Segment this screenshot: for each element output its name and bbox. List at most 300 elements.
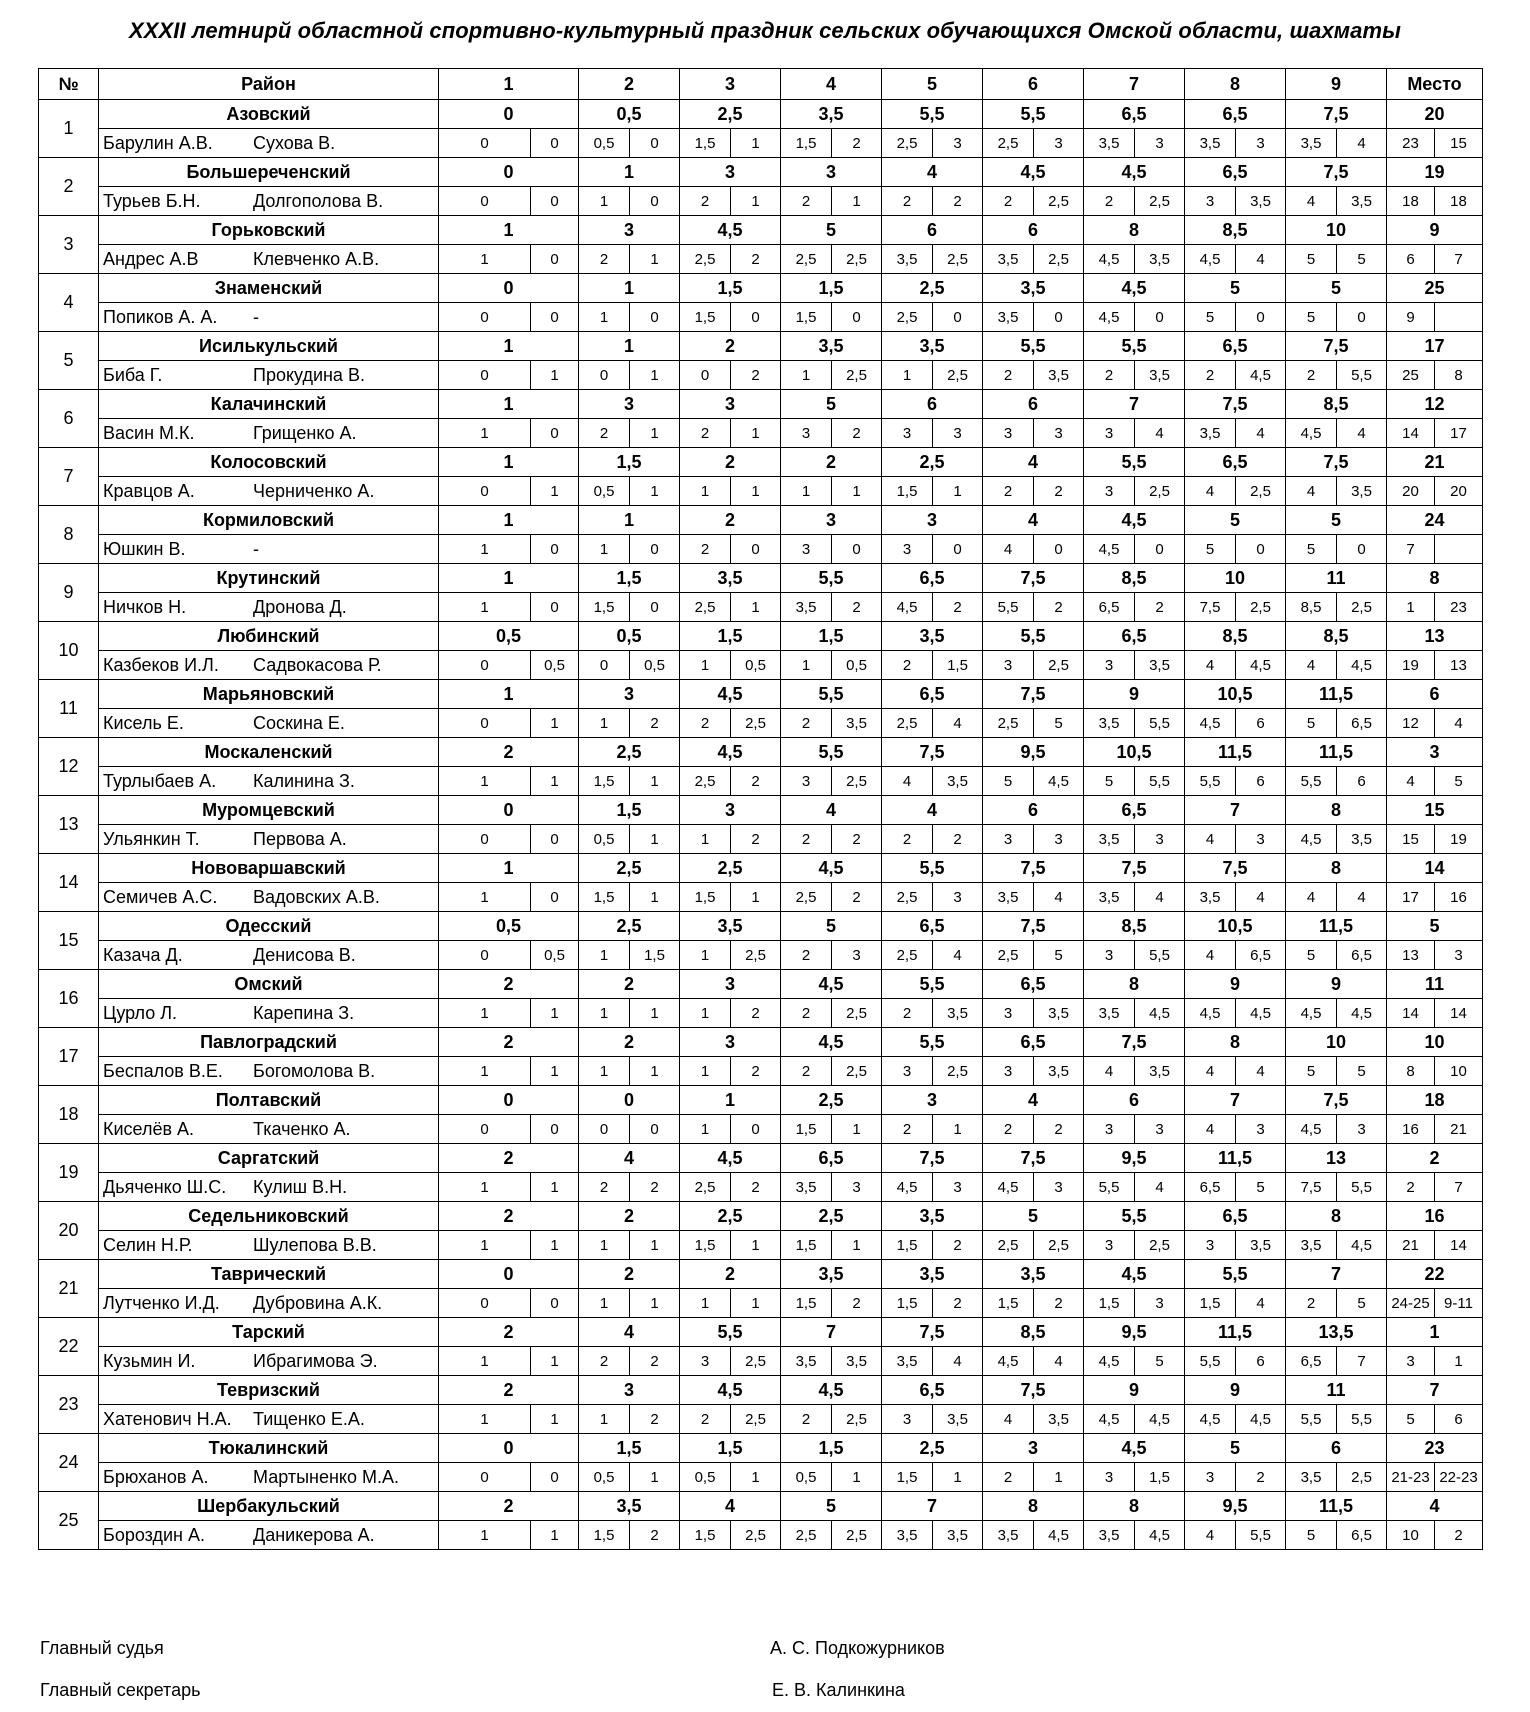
round-sub-score: 5,5 bbox=[1286, 1405, 1337, 1434]
round-total: 9,5 bbox=[1185, 1492, 1286, 1521]
round-total: 2 bbox=[439, 970, 579, 999]
round-total: 8,5 bbox=[1084, 564, 1185, 593]
place-sub: 21-23 bbox=[1387, 1463, 1435, 1492]
round-total: 2 bbox=[439, 1202, 579, 1231]
player-2: Мартыненко М.А. bbox=[253, 1466, 399, 1487]
round-sub-score: 7,5 bbox=[1185, 593, 1236, 622]
round-sub-score: 2 bbox=[832, 419, 882, 448]
round-total: 6,5 bbox=[1084, 622, 1185, 651]
district-name: Знаменский bbox=[99, 274, 439, 303]
round-sub-score: 2 bbox=[832, 825, 882, 854]
round-sub-score: 0 bbox=[630, 187, 680, 216]
round-total: 3,5 bbox=[882, 1202, 983, 1231]
table-row bbox=[39, 1434, 1483, 1463]
place-sub: 19 bbox=[1387, 651, 1435, 680]
round-sub-score: 1 bbox=[579, 187, 630, 216]
round-sub-score: 6 bbox=[1236, 709, 1286, 738]
place-total: 2 bbox=[1387, 1144, 1483, 1173]
round-total: 3,5 bbox=[882, 332, 983, 361]
player-1: Турлыбаев А. bbox=[103, 770, 217, 791]
round-sub-score: 2 bbox=[680, 1405, 731, 1434]
round-sub-score: 4 bbox=[1337, 883, 1387, 912]
round-sub-score: 5 bbox=[1286, 303, 1337, 332]
round-total: 6 bbox=[983, 796, 1084, 825]
round-total: 6,5 bbox=[1185, 448, 1286, 477]
round-total: 3 bbox=[579, 680, 680, 709]
round-sub-score: 1 bbox=[680, 999, 731, 1028]
player-1: Лутченко И.Д. bbox=[103, 1292, 220, 1313]
district-name: Одесский bbox=[99, 912, 439, 941]
round-sub-score: 0 bbox=[439, 1289, 531, 1318]
round-total: 3 bbox=[579, 1376, 680, 1405]
round-total: 5 bbox=[1185, 506, 1286, 535]
player-1: Дьяченко Ш.С. bbox=[103, 1176, 227, 1197]
round-total: 2 bbox=[781, 448, 882, 477]
round-total: 7 bbox=[1286, 1260, 1387, 1289]
round-sub-score: 3,5 bbox=[832, 709, 882, 738]
round-sub-score: 1 bbox=[630, 825, 680, 854]
round-sub-score: 0,5 bbox=[832, 651, 882, 680]
place-sub: 15 bbox=[1435, 129, 1483, 158]
district-name: Крутинский bbox=[99, 564, 439, 593]
round-total: 6,5 bbox=[1084, 796, 1185, 825]
header-round: 1 bbox=[439, 69, 579, 100]
round-total: 4,5 bbox=[983, 158, 1084, 187]
round-total: 9,5 bbox=[1084, 1318, 1185, 1347]
round-sub-score: 1 bbox=[439, 883, 531, 912]
place-total: 25 bbox=[1387, 274, 1483, 303]
player-1: Биба Г. bbox=[103, 364, 163, 385]
round-sub-score: 1,5 bbox=[630, 941, 680, 970]
round-sub-score: 1,5 bbox=[680, 883, 731, 912]
round-sub-score: 2,5 bbox=[832, 1405, 882, 1434]
round-sub-score: 2,5 bbox=[731, 1347, 781, 1376]
round-sub-score: 1 bbox=[531, 477, 579, 506]
round-total: 6,5 bbox=[1084, 100, 1185, 129]
district-name: Тюкалинский bbox=[99, 1434, 439, 1463]
round-sub-score: 1 bbox=[731, 129, 781, 158]
round-sub-score: 4 bbox=[1185, 477, 1236, 506]
round-sub-score: 1 bbox=[630, 477, 680, 506]
round-sub-score: 1 bbox=[531, 361, 579, 390]
round-sub-score: 2 bbox=[781, 941, 832, 970]
district-name: Кормиловский bbox=[99, 506, 439, 535]
header-district: Район bbox=[99, 69, 439, 100]
players-cell bbox=[99, 1405, 439, 1434]
header-place: Место bbox=[1387, 69, 1483, 100]
player-2: Кулиш В.Н. bbox=[253, 1176, 348, 1197]
round-total: 11,5 bbox=[1286, 680, 1387, 709]
player-1: Хатенович Н.А. bbox=[103, 1408, 232, 1429]
round-total: 7 bbox=[1084, 390, 1185, 419]
place-sub: 18 bbox=[1387, 187, 1435, 216]
place-sub: 1 bbox=[1387, 593, 1435, 622]
place-sub: 16 bbox=[1435, 883, 1483, 912]
player-2: Сухова В. bbox=[253, 132, 336, 153]
round-sub-score: 4,5 bbox=[1236, 651, 1286, 680]
row-number: 9 bbox=[39, 564, 99, 622]
round-sub-score: 5 bbox=[1286, 1057, 1337, 1086]
round-total: 2 bbox=[439, 1028, 579, 1057]
round-sub-score: 1,5 bbox=[1185, 1289, 1236, 1318]
row-number: 4 bbox=[39, 274, 99, 332]
round-sub-score: 3 bbox=[1337, 1115, 1387, 1144]
round-total: 3,5 bbox=[680, 912, 781, 941]
round-sub-score: 0 bbox=[1135, 535, 1185, 564]
table-row-detail bbox=[39, 1521, 1483, 1550]
round-sub-score: 1,5 bbox=[781, 1289, 832, 1318]
players-cell bbox=[99, 651, 439, 680]
round-total: 5,5 bbox=[1185, 1260, 1286, 1289]
place-total: 3 bbox=[1387, 738, 1483, 767]
round-sub-score: 1 bbox=[439, 1057, 531, 1086]
round-total: 8 bbox=[1084, 1492, 1185, 1521]
player-1: Ничков Н. bbox=[103, 596, 187, 617]
round-total: 9 bbox=[1185, 970, 1286, 999]
table-row bbox=[39, 332, 1483, 361]
player-2: - bbox=[253, 306, 259, 327]
round-total: 3,5 bbox=[781, 100, 882, 129]
players-cell bbox=[99, 303, 439, 332]
round-total: 7,5 bbox=[1286, 448, 1387, 477]
round-sub-score: 0 bbox=[1236, 535, 1286, 564]
round-sub-score: 2,5 bbox=[832, 361, 882, 390]
round-sub-score: 5 bbox=[1185, 303, 1236, 332]
round-sub-score: 3,5 bbox=[983, 1521, 1034, 1550]
round-total: 6,5 bbox=[882, 1376, 983, 1405]
round-total: 6 bbox=[1084, 1086, 1185, 1115]
round-sub-score: 1 bbox=[531, 709, 579, 738]
round-sub-score: 5 bbox=[1337, 245, 1387, 274]
round-sub-score: 3,5 bbox=[933, 767, 983, 796]
round-sub-score: 2,5 bbox=[731, 941, 781, 970]
place-sub: 24-25 bbox=[1387, 1289, 1435, 1318]
place-sub: 23 bbox=[1435, 593, 1483, 622]
round-total: 2 bbox=[680, 332, 781, 361]
place-total: 20 bbox=[1387, 100, 1483, 129]
round-total: 2 bbox=[680, 1260, 781, 1289]
round-sub-score: 2,5 bbox=[882, 129, 933, 158]
round-sub-score: 2,5 bbox=[1034, 187, 1084, 216]
round-sub-score: 5,5 bbox=[1337, 1173, 1387, 1202]
round-sub-score: 5 bbox=[1185, 535, 1236, 564]
place-total: 16 bbox=[1387, 1202, 1483, 1231]
round-total: 11,5 bbox=[1286, 912, 1387, 941]
row-number: 15 bbox=[39, 912, 99, 970]
round-total: 2 bbox=[579, 1028, 680, 1057]
table-row-detail bbox=[39, 1173, 1483, 1202]
table-row bbox=[39, 100, 1483, 129]
place-sub: 19 bbox=[1435, 825, 1483, 854]
round-total: 1 bbox=[579, 274, 680, 303]
place-total: 12 bbox=[1387, 390, 1483, 419]
round-sub-score: 3,5 bbox=[1034, 361, 1084, 390]
round-sub-score: 5 bbox=[1337, 1057, 1387, 1086]
players-cell bbox=[99, 941, 439, 970]
player-1: Кузьмин И. bbox=[103, 1350, 196, 1371]
round-sub-score: 2,5 bbox=[1337, 1463, 1387, 1492]
row-number: 12 bbox=[39, 738, 99, 796]
district-name: Любинский bbox=[99, 622, 439, 651]
round-sub-score: 0 bbox=[680, 361, 731, 390]
round-sub-score: 1 bbox=[579, 1289, 630, 1318]
round-sub-score: 3,5 bbox=[781, 593, 832, 622]
round-total: 5,5 bbox=[882, 1028, 983, 1057]
player-2: Черниченко А. bbox=[253, 480, 375, 501]
row-number: 20 bbox=[39, 1202, 99, 1260]
header-round: 8 bbox=[1185, 69, 1286, 100]
round-total: 8,5 bbox=[1084, 912, 1185, 941]
round-total: 5,5 bbox=[1084, 1202, 1185, 1231]
header-round: 6 bbox=[983, 69, 1084, 100]
round-total: 13 bbox=[1286, 1144, 1387, 1173]
round-sub-score: 1 bbox=[579, 999, 630, 1028]
round-sub-score: 0 bbox=[439, 651, 531, 680]
player-1: Казача Д. bbox=[103, 944, 183, 965]
round-sub-score: 0 bbox=[579, 651, 630, 680]
round-total: 11,5 bbox=[1185, 738, 1286, 767]
round-sub-score: 4 bbox=[933, 1347, 983, 1376]
round-sub-score: 1 bbox=[531, 999, 579, 1028]
round-sub-score: 1,5 bbox=[579, 593, 630, 622]
round-total: 0,5 bbox=[439, 622, 579, 651]
round-sub-score: 1 bbox=[832, 1463, 882, 1492]
table-row-detail bbox=[39, 361, 1483, 390]
round-total: 1,5 bbox=[781, 274, 882, 303]
round-sub-score: 5 bbox=[1286, 709, 1337, 738]
round-sub-score: 5 bbox=[1084, 767, 1135, 796]
round-sub-score: 3,5 bbox=[1084, 825, 1135, 854]
round-sub-score: 0 bbox=[531, 303, 579, 332]
round-sub-score: 0 bbox=[439, 361, 531, 390]
round-sub-score: 3 bbox=[1034, 419, 1084, 448]
round-sub-score: 2 bbox=[832, 129, 882, 158]
district-name: Горьковский bbox=[99, 216, 439, 245]
place-total: 18 bbox=[1387, 1086, 1483, 1115]
round-sub-score: 0 bbox=[1236, 303, 1286, 332]
header-round: 9 bbox=[1286, 69, 1387, 100]
round-sub-score: 1 bbox=[731, 593, 781, 622]
place-sub: 12 bbox=[1387, 709, 1435, 738]
round-total: 1,5 bbox=[579, 448, 680, 477]
place-sub: 9-11 bbox=[1435, 1289, 1483, 1318]
round-total: 2,5 bbox=[882, 274, 983, 303]
round-total: 8 bbox=[1286, 1202, 1387, 1231]
round-sub-score: 2 bbox=[983, 1115, 1034, 1144]
round-sub-score: 2 bbox=[882, 651, 933, 680]
row-number: 25 bbox=[39, 1492, 99, 1550]
round-total: 3 bbox=[680, 158, 781, 187]
round-sub-score: 1 bbox=[731, 1231, 781, 1260]
round-total: 1,5 bbox=[579, 1434, 680, 1463]
round-sub-score: 1 bbox=[439, 245, 531, 274]
round-sub-score: 3,5 bbox=[781, 1173, 832, 1202]
round-total: 13,5 bbox=[1286, 1318, 1387, 1347]
player-1: Кисель Е. bbox=[103, 712, 184, 733]
round-sub-score: 1 bbox=[630, 1057, 680, 1086]
round-sub-score: 3 bbox=[882, 535, 933, 564]
round-sub-score: 4,5 bbox=[1286, 999, 1337, 1028]
place-sub: 21 bbox=[1435, 1115, 1483, 1144]
round-total: 0 bbox=[439, 1260, 579, 1289]
round-sub-score: 3,5 bbox=[882, 1521, 933, 1550]
place-total: 11 bbox=[1387, 970, 1483, 999]
table-row bbox=[39, 564, 1483, 593]
round-sub-score: 3 bbox=[882, 1057, 933, 1086]
table-row-detail bbox=[39, 941, 1483, 970]
round-total: 5,5 bbox=[983, 332, 1084, 361]
place-sub: 8 bbox=[1387, 1057, 1435, 1086]
round-sub-score: 0 bbox=[439, 187, 531, 216]
round-total: 3 bbox=[781, 158, 882, 187]
round-sub-score: 1 bbox=[531, 1405, 579, 1434]
place-sub: 23 bbox=[1387, 129, 1435, 158]
place-sub: 4 bbox=[1435, 709, 1483, 738]
players-cell bbox=[99, 477, 439, 506]
round-sub-score: 0,5 bbox=[579, 825, 630, 854]
round-sub-score: 2,5 bbox=[832, 767, 882, 796]
round-total: 9,5 bbox=[1084, 1144, 1185, 1173]
round-sub-score: 2 bbox=[781, 187, 832, 216]
round-total: 0 bbox=[579, 1086, 680, 1115]
players-cell bbox=[99, 187, 439, 216]
round-total: 6,5 bbox=[1185, 332, 1286, 361]
table-row-detail bbox=[39, 1289, 1483, 1318]
round-sub-score: 4,5 bbox=[1337, 1231, 1387, 1260]
round-sub-score: 5,5 bbox=[1185, 767, 1236, 796]
round-sub-score: 0 bbox=[630, 129, 680, 158]
round-total: 5,5 bbox=[882, 854, 983, 883]
round-total: 5,5 bbox=[983, 622, 1084, 651]
player-1: Цурло Л. bbox=[103, 1002, 178, 1023]
round-total: 5,5 bbox=[781, 564, 882, 593]
place-sub: 25 bbox=[1387, 361, 1435, 390]
round-total: 2,5 bbox=[579, 854, 680, 883]
round-sub-score: 3,5 bbox=[1034, 999, 1084, 1028]
round-sub-score: 0 bbox=[1135, 303, 1185, 332]
round-total: 8,5 bbox=[983, 1318, 1084, 1347]
round-sub-score: 3 bbox=[933, 1173, 983, 1202]
round-sub-score: 1 bbox=[531, 1057, 579, 1086]
round-sub-score: 1 bbox=[531, 1521, 579, 1550]
round-sub-score: 3,5 bbox=[1337, 825, 1387, 854]
round-total: 1,5 bbox=[781, 622, 882, 651]
round-sub-score: 2 bbox=[882, 999, 933, 1028]
round-sub-score: 2 bbox=[579, 1347, 630, 1376]
round-sub-score: 0 bbox=[531, 825, 579, 854]
round-sub-score: 0 bbox=[731, 1115, 781, 1144]
table-row-detail bbox=[39, 187, 1483, 216]
district-name: Павлоградский bbox=[99, 1028, 439, 1057]
round-sub-score: 2 bbox=[579, 1173, 630, 1202]
round-sub-score: 1,5 bbox=[781, 129, 832, 158]
round-total: 1 bbox=[439, 448, 579, 477]
round-sub-score: 3,5 bbox=[1185, 129, 1236, 158]
round-sub-score: 3 bbox=[1236, 129, 1286, 158]
round-total: 7,5 bbox=[983, 1144, 1084, 1173]
round-sub-score: 2,5 bbox=[832, 245, 882, 274]
place-total: 6 bbox=[1387, 680, 1483, 709]
round-sub-score: 0,5 bbox=[579, 477, 630, 506]
players-cell bbox=[99, 1289, 439, 1318]
round-total: 1,5 bbox=[579, 564, 680, 593]
round-total: 7 bbox=[1185, 796, 1286, 825]
players-cell bbox=[99, 419, 439, 448]
round-total: 6,5 bbox=[882, 680, 983, 709]
round-sub-score: 4 bbox=[1185, 1115, 1236, 1144]
round-sub-score: 4,5 bbox=[1084, 535, 1135, 564]
round-sub-score: 3,5 bbox=[1236, 187, 1286, 216]
place-sub: 10 bbox=[1435, 1057, 1483, 1086]
round-total: 7,5 bbox=[983, 854, 1084, 883]
round-sub-score: 3 bbox=[1034, 129, 1084, 158]
row-number: 13 bbox=[39, 796, 99, 854]
table-row bbox=[39, 216, 1483, 245]
round-sub-score: 4 bbox=[1084, 1057, 1135, 1086]
round-total: 1 bbox=[439, 332, 579, 361]
round-total: 7 bbox=[882, 1492, 983, 1521]
round-sub-score: 0 bbox=[531, 245, 579, 274]
round-total: 2,5 bbox=[882, 448, 983, 477]
player-2: Вадовских А.В. bbox=[253, 886, 380, 907]
district-name: Тевризский bbox=[99, 1376, 439, 1405]
round-total: 6 bbox=[983, 216, 1084, 245]
round-total: 1,5 bbox=[680, 622, 781, 651]
round-total: 4,5 bbox=[781, 1028, 882, 1057]
round-sub-score: 2,5 bbox=[933, 1057, 983, 1086]
players-cell bbox=[99, 535, 439, 564]
round-sub-score: 5 bbox=[1034, 941, 1084, 970]
round-sub-score: 1 bbox=[439, 593, 531, 622]
table-row bbox=[39, 1260, 1483, 1289]
round-sub-score: 2,5 bbox=[1034, 245, 1084, 274]
round-total: 3 bbox=[680, 390, 781, 419]
round-sub-score: 2 bbox=[781, 1057, 832, 1086]
table-row bbox=[39, 1492, 1483, 1521]
round-total: 5,5 bbox=[983, 100, 1084, 129]
round-sub-score: 2,5 bbox=[680, 593, 731, 622]
round-sub-score: 2 bbox=[832, 593, 882, 622]
round-sub-score: 3,5 bbox=[983, 303, 1034, 332]
round-total: 0,5 bbox=[579, 622, 680, 651]
round-total: 7,5 bbox=[1286, 332, 1387, 361]
round-sub-score: 5,5 bbox=[1135, 941, 1185, 970]
round-total: 8 bbox=[1185, 1028, 1286, 1057]
round-sub-score: 0,5 bbox=[680, 1463, 731, 1492]
round-sub-score: 3,5 bbox=[1135, 245, 1185, 274]
round-sub-score: 0 bbox=[439, 1463, 531, 1492]
round-total: 6,5 bbox=[1185, 100, 1286, 129]
players-cell bbox=[99, 1173, 439, 1202]
round-sub-score: 5,5 bbox=[1135, 767, 1185, 796]
round-sub-score: 4,5 bbox=[1236, 1405, 1286, 1434]
round-sub-score: 0 bbox=[439, 303, 531, 332]
round-sub-score: 1 bbox=[832, 187, 882, 216]
round-sub-score: 0 bbox=[1337, 535, 1387, 564]
table-row bbox=[39, 1028, 1483, 1057]
round-sub-score: 4,5 bbox=[1337, 651, 1387, 680]
round-sub-score: 0 bbox=[579, 361, 630, 390]
row-number: 14 bbox=[39, 854, 99, 912]
round-sub-score: 4,5 bbox=[1185, 245, 1236, 274]
round-sub-score: 2 bbox=[731, 1173, 781, 1202]
round-total: 5 bbox=[781, 912, 882, 941]
round-sub-score: 5,5 bbox=[1236, 1521, 1286, 1550]
row-number: 21 bbox=[39, 1260, 99, 1318]
place-total: 19 bbox=[1387, 158, 1483, 187]
round-sub-score: 2,5 bbox=[1135, 477, 1185, 506]
round-sub-score: 1 bbox=[439, 1347, 531, 1376]
